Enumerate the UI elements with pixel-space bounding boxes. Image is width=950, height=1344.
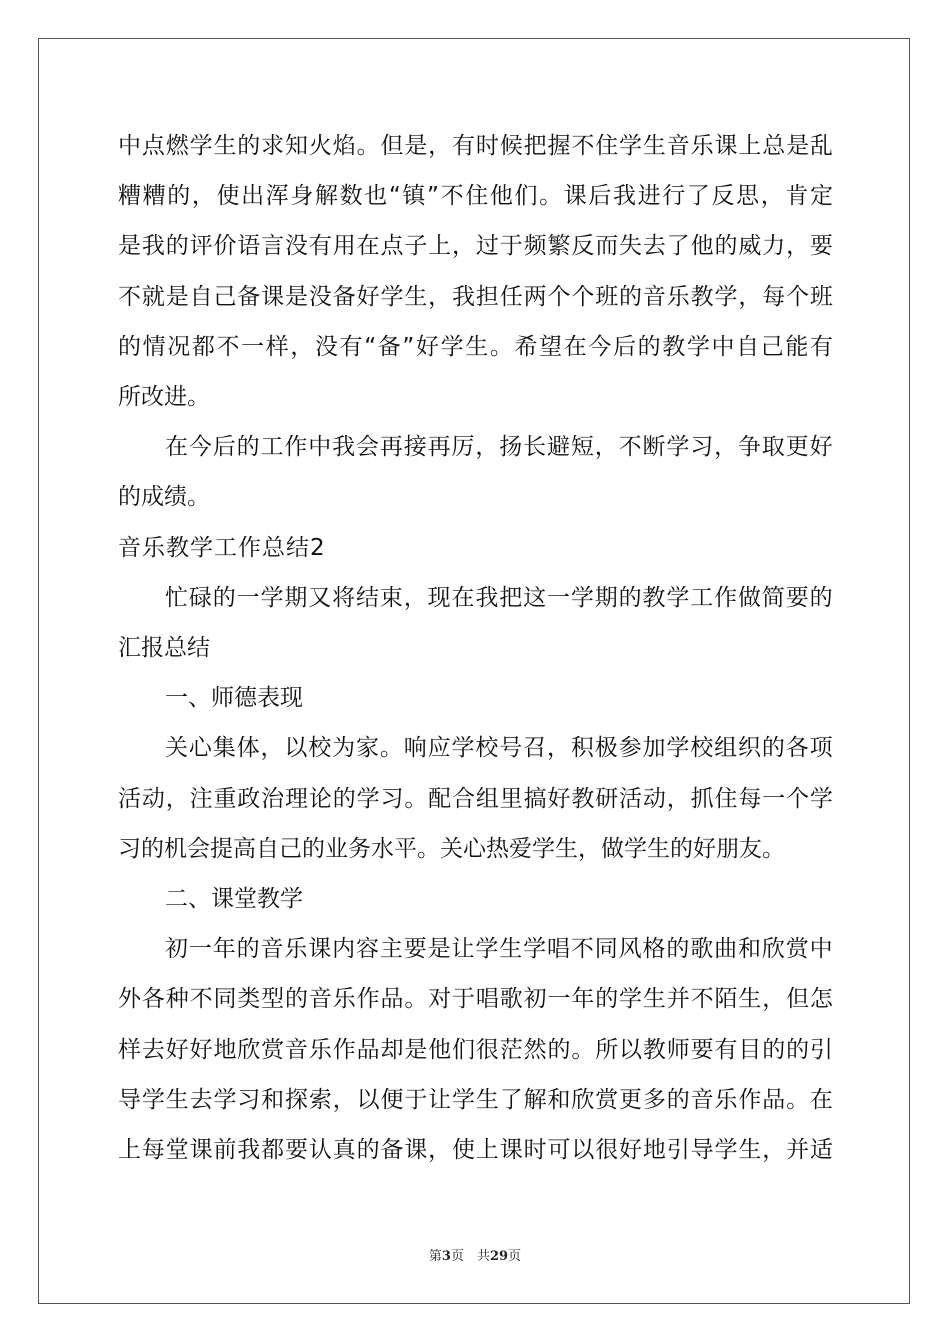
text-line: 二、课堂教学 (165, 886, 303, 912)
text-line: 糟 糟 的 ， 使 出 浑 身 解 数 也 “ 镇 ” 不 住 他 们 。 课 后 我 进 行 了 反 思 ， 肯 定 (118, 183, 833, 210)
text-line: 汇报总结 (118, 635, 210, 661)
current-page-number: 3 (441, 1249, 451, 1264)
footer-suffix: 页 (508, 1249, 522, 1264)
text-line: 导 学 生 去 学 习 和 探 索 ， 以 便 于 让 学 生 了 解 和 欣 赏 更 多 的 音 乐 作 品 。 在 (118, 1086, 833, 1113)
total-page-count: 29 (489, 1249, 509, 1264)
text-line: 忙 碌 的 一 学 期 又 将 结 束 ， 现 在 我 把 这 一 学 期 的 教 学 工 作 做 简 要 的 (165, 584, 833, 611)
text-line: 活 动 ， 注 重 政 治 理 论 的 学 习 。 配 合 组 里 搞 好 教 研 活 动 ， 抓 住 每 一 个 学 (118, 785, 833, 812)
text-line: 中 点 燃 学 生 的 求 知 火 焰 。 但 是 ， 有 时 候 把 握 不 住 学 生 音 乐 课 上 总 是 乱 (118, 133, 833, 159)
text-line: 不 就 是 自 己 备 课 是 没 备 好 学 生 ， 我 担 任 两 个 个 班 的 音 乐 教 学 ， 每 个 班 (118, 283, 833, 310)
text-line: 样 去 好 好 地 欣 赏 音 乐 作 品 却 是 他 们 很 茫 然 的 。 所 以 教 师 要 有 目 的 的 引 (118, 1036, 833, 1063)
text-line: 关 心 集 体 ， 以 校 为 家 。 响 应 学 校 号 召 ， 积 极 参 加 学 校 组 织 的 各 项 (165, 735, 833, 762)
text-line: 在 今 后 的 工 作 中 我 会 再 接 再 厉 ， 扬 长 避 短 ， 不 断 学 习 ， 争 取 更 好 (165, 434, 833, 461)
text-line: 所改进。 (118, 384, 210, 410)
text-line: 一、师德表现 (165, 685, 303, 712)
page-footer (0, 1245, 950, 1264)
text-line: 外 各 种 不 同 类 型 的 音 乐 作 品 。 对 于 唱 歌 初 一 年 的 学 生 并 不 陌 生 ， 但 怎 (118, 986, 833, 1013)
text-line: 的 情 况 都 不 一 样 ， 没 有 “ 备 ” 好 学 生 。 希 望 在 今 后 的 教 学 中 自 己 能 有 (118, 333, 833, 360)
footer-mid: 页 共 (450, 1249, 490, 1264)
footer-prefix: 第 (428, 1249, 442, 1264)
section-heading: 音乐教学工作总结2 (118, 534, 326, 561)
text-line: 初 一 年 的 音 乐 课 内 容 主 要 是 让 学 生 学 唱 不 同 风 格 的 歌 曲 和 欣 赏 中 (165, 936, 833, 963)
text-line: 上 每 堂 课 前 我 都 要 认 真 的 备 课 ， 使 上 课 时 可 以 很 好 地 引 导 学 生 ， 并 适 (118, 1137, 833, 1163)
text-line: 是 我 的 评 价 语 言 没 有 用 在 点 子 上 ， 过 于 频 繁 反 而 失 去 了 他 的 威 力 ， 要 (118, 233, 833, 260)
text-line: 的成绩。 (118, 484, 210, 511)
text-line: 习的机会提高自己的业务水平。关心热爱学生，做学生的好朋友。 (118, 835, 785, 862)
